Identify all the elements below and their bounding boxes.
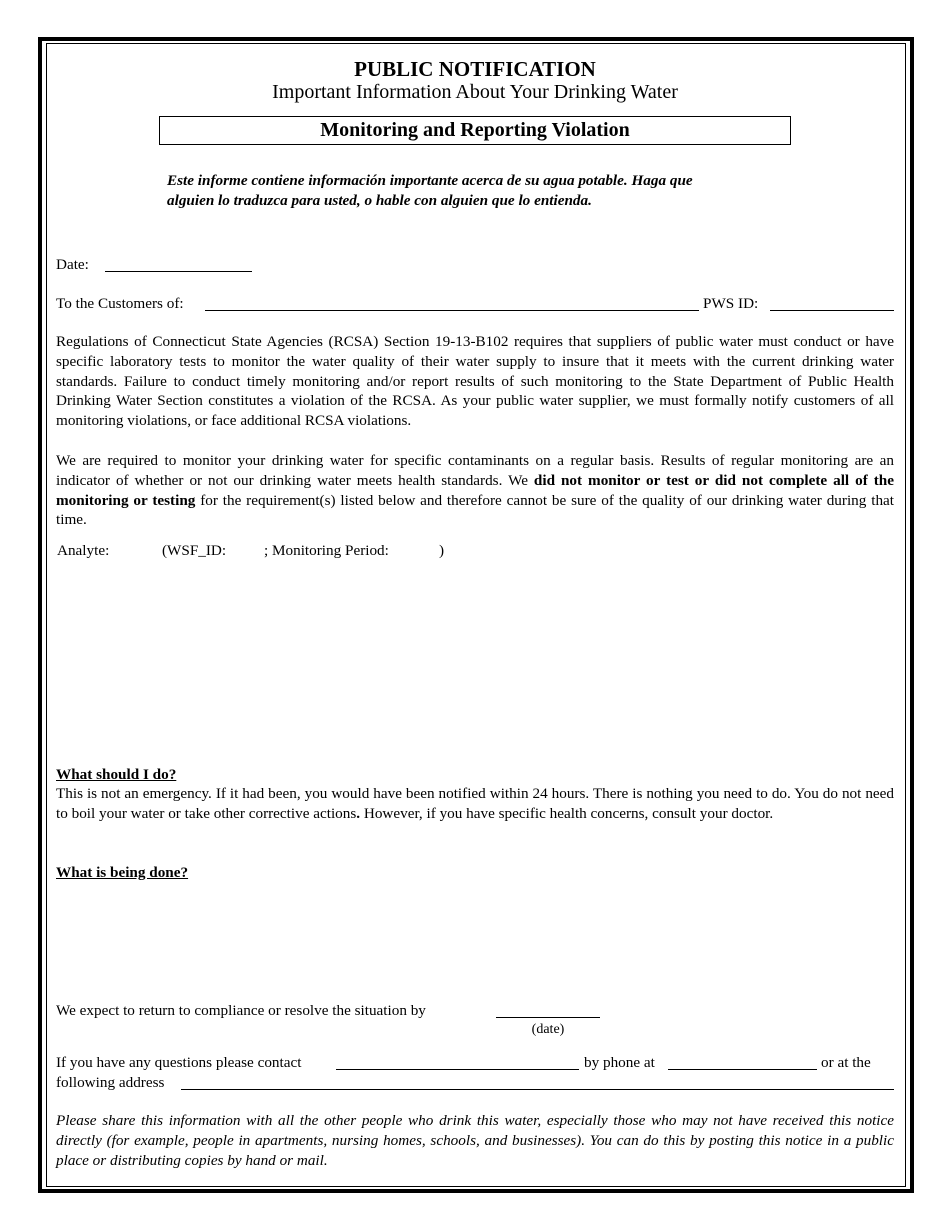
- address-field-line[interactable]: [181, 1089, 894, 1090]
- contact-text-1: If you have any questions please contact: [56, 1054, 302, 1071]
- what-should-i-do-heading: What should I do?: [56, 766, 177, 783]
- monitoring-period-label: ; Monitoring Period:: [264, 542, 389, 559]
- contact-name-line[interactable]: [336, 1069, 579, 1070]
- regulations-paragraph: Regulations of Connecticut State Agencies (RCSA) Section 19-13-B102 requires that suppliers of public water must conduct or have specific laboratory tests to monitor the water quality of their water supply to insure that it meets with the current drinking water standards. Failure to conduct timely monitoring and/or report results of such monitoring to the State Department of Public Health Drinking Water Section constitutes a violation of the RCSA. As your public water supplier, we must formally notify customers of all monitoring violations, or face additional RCSA violations.: [56, 333, 894, 430]
- compliance-date-line[interactable]: [496, 1017, 600, 1018]
- customers-field-line[interactable]: [205, 310, 699, 311]
- monitoring-text-2: for the requirement(s) listed below and therefore cannot be sure of the quality of our drinking water during that time.: [56, 491, 894, 529]
- monitoring-bold-text: did not monitor or test or did not complete all of the monitoring or testing: [56, 471, 894, 509]
- contact-text-4: following address: [56, 1074, 165, 1091]
- violation-type-box: Monitoring and Reporting Violation: [159, 116, 791, 145]
- analyte-label: Analyte:: [57, 542, 110, 559]
- date-field-line[interactable]: [105, 271, 252, 272]
- monitoring-text-1: We are required to monitor your drinking water for specific contaminants on a regular basis. Results of regular monitoring are an indicator of whether or not our drinking water meets health standards. We: [56, 452, 894, 489]
- spanish-notice-line-2: alguien lo traduzca para usted, o hable con alguien que lo entienda.: [167, 191, 592, 209]
- compliance-text: We expect to return to compliance or resolve the situation by: [56, 1002, 426, 1019]
- pws-id-label: PWS ID:: [703, 295, 759, 312]
- customers-label: To the Customers of:: [56, 295, 184, 312]
- contact-phone-line[interactable]: [668, 1069, 817, 1070]
- contact-text-3: or at the: [821, 1054, 871, 1071]
- contact-text-2: by phone at: [584, 1054, 655, 1071]
- share-notice: Please share this information with all the other people who drink this water, especially those who may not have received this notice directly (for example, people in apartments, nursing homes, schools, and businesses). You can do this by posting this notice in a public place or distributing copies by hand or mail.: [56, 1112, 894, 1169]
- date-label: Date:: [56, 256, 89, 273]
- what-should-i-do-text-2: However, if you have specific health concerns, consult your doctor.: [360, 804, 774, 822]
- pws-id-field-line[interactable]: [770, 310, 894, 311]
- wsf-id-label: (WSF_ID:: [162, 542, 227, 559]
- page-subtitle: Important Information About Your Drinking Water: [272, 81, 678, 103]
- date-caption: (date): [531, 1022, 565, 1037]
- what-should-i-do-text-1: This is not an emergency. If it had been, you would have been notified within 24 hours. There is nothing you need to do. You do not need to boil your water or take other corrective actions: [56, 785, 894, 822]
- spanish-notice: [167, 171, 807, 211]
- what-is-being-done-heading: What is being done?: [56, 864, 189, 881]
- page-title: PUBLIC NOTIFICATION: [354, 57, 596, 81]
- monitoring-paragraph: [56, 451, 894, 530]
- spanish-notice-line-1: Este informe contiene información importante acerca de su agua potable. Haga que: [167, 172, 693, 189]
- what-should-i-do-bold-period: .: [356, 804, 361, 822]
- analyte-close-paren: ): [439, 542, 445, 559]
- what-should-i-do-text: [56, 784, 894, 824]
